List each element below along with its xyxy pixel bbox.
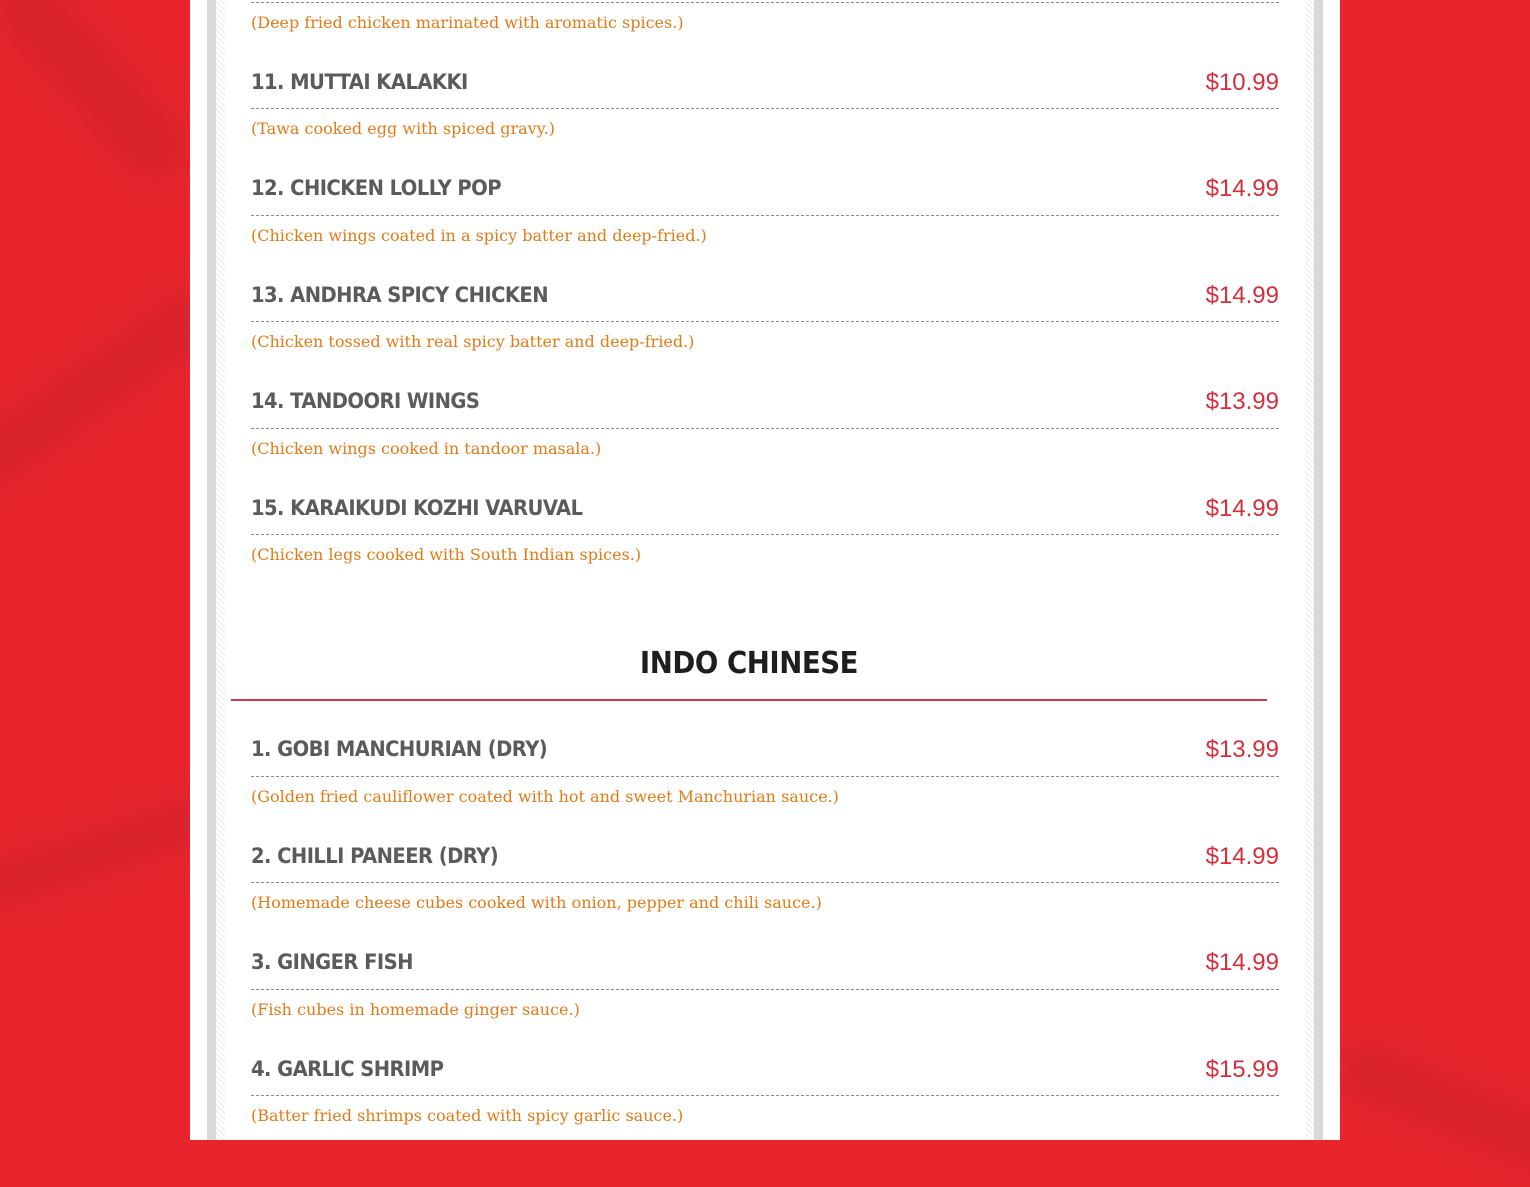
item-description: (Batter fried shrimps coated with spicy garlic sauce.): [251, 1106, 684, 1125]
item-name: 13. ANDHRA SPICY CHICKEN: [251, 283, 549, 307]
item-description: (Tawa cooked egg with spiced gravy.): [251, 119, 555, 138]
section-divider: [231, 699, 1267, 701]
item-divider: [251, 215, 1279, 216]
item-description: (Chicken legs cooked with South Indian spices.): [251, 545, 642, 564]
item-description: (Golden fried cauliflower coated with hot and sweet Manchurian sauce.): [251, 787, 839, 806]
item-price: $14.99: [1205, 949, 1279, 976]
item-description: (Fish cubes in homemade ginger sauce.): [251, 1000, 580, 1019]
item-description: (Chicken tossed with real spicy batter and deep-fried.): [251, 332, 695, 351]
section-title: INDO CHINESE: [639, 646, 859, 681]
item-name: 4. GARLIC SHRIMP: [251, 1057, 444, 1081]
item-name: 14. TANDOORI WINGS: [251, 389, 480, 413]
item-divider: [251, 534, 1279, 535]
item-description: (Homemade cheese cubes cooked with onion, pepper and chili sauce.): [251, 893, 822, 912]
item-price: $10.99: [1205, 69, 1279, 96]
item-description: (Chicken wings cooked in tandoor masala.): [251, 439, 602, 458]
item-name: 2. CHILLI PANEER (DRY): [251, 844, 499, 868]
background-streak: [0, 791, 221, 919]
item-name: 1. GOBI MANCHURIAN (DRY): [251, 737, 548, 761]
item-price: $13.99: [1205, 736, 1279, 763]
background-streak: [0, 0, 203, 195]
item-divider: [251, 321, 1279, 322]
item-name: 15. KARAIKUDI KOZHI VARUVAL: [251, 496, 583, 520]
item-price: $14.99: [1205, 843, 1279, 870]
item-price: $14.99: [1205, 175, 1279, 202]
item-description: (Deep fried chicken marinated with aromatic spices.): [251, 13, 684, 32]
item-description: (Chicken wings coated in a spicy batter and deep-fried.): [251, 226, 707, 245]
item-name: 3. GINGER FISH: [251, 950, 413, 974]
item-price: $13.99: [1205, 388, 1279, 415]
background-streak: [1328, 1033, 1530, 1186]
item-price: $15.99: [1205, 1056, 1279, 1083]
item-divider: [251, 2, 1279, 3]
item-price: $14.99: [1205, 282, 1279, 309]
item-name: 12. CHICKEN LOLLY POP: [251, 176, 501, 200]
item-divider: [251, 108, 1279, 109]
item-name: 11. MUTTAI KALAKKI: [251, 70, 468, 94]
item-divider: [251, 428, 1279, 429]
item-price: $14.99: [1205, 495, 1279, 522]
menu-content: [251, 0, 1279, 1140]
